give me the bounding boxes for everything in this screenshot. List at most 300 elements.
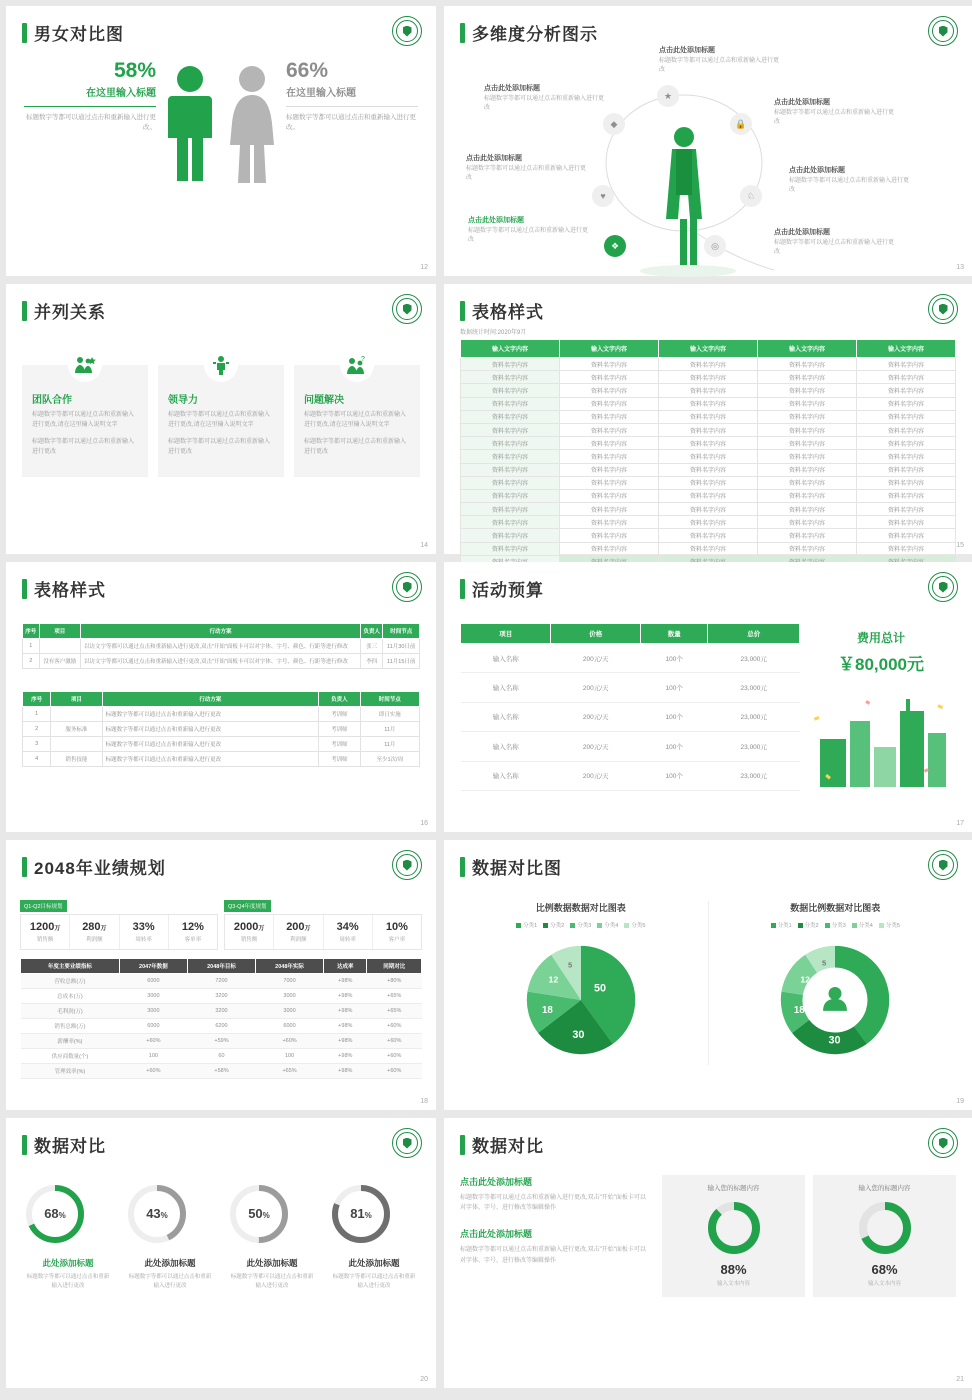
svg-text:50: 50: [850, 984, 863, 997]
text-block: [460, 1175, 650, 1213]
page-number: 12: [420, 264, 428, 271]
card-desc-2: 标题数字等都可以通过点击和重新输入进行更改: [32, 439, 135, 455]
svg-text:50%: 50%: [248, 1206, 270, 1221]
table-row: [23, 654, 420, 669]
card-item[interactable]: [22, 365, 148, 477]
table-cell: 资料名字内容: [560, 542, 659, 555]
kpi-value: 10%: [385, 921, 408, 933]
table-cell: +80%: [367, 974, 422, 989]
svg-text:12: 12: [548, 974, 558, 985]
table-row: [21, 1064, 422, 1079]
table-cell: 1: [23, 639, 40, 654]
table-cell: 资料名字内容: [461, 371, 560, 384]
table-cell: 资料名字内容: [758, 423, 857, 436]
table-body: [23, 707, 420, 767]
performance-table: [20, 958, 422, 1079]
table-cell: 资料名字内容: [461, 463, 560, 476]
table-cell: 资料名字内容: [560, 397, 659, 410]
table-cell: 23,000元: [708, 732, 800, 761]
ring-title: 此处添加标题: [144, 1258, 196, 1268]
text-blocks: [460, 1175, 650, 1297]
table-cell: +60%: [256, 1034, 324, 1049]
legend-swatch: [825, 923, 830, 928]
table-header-cell: 项目: [51, 692, 102, 707]
table-cell: 100: [256, 1049, 324, 1064]
table-cell: 至少1次/周: [360, 752, 419, 767]
title-accent-bar: [460, 23, 465, 43]
table-cell: 6000: [256, 1019, 324, 1034]
brand-logo: [928, 1128, 958, 1158]
table-cell: 资料名字内容: [461, 489, 560, 502]
table-cell: 资料名字内容: [659, 529, 758, 542]
figures: [162, 59, 280, 183]
table-cell: 资料名字内容: [659, 476, 758, 489]
diagram-label-1: [484, 83, 604, 113]
card-desc-1: 标题数字等都可以通过点击和重新输入进行更改,请在这里输入说明文字: [168, 412, 271, 428]
card-desc-2: 标题数字等都可以通过点击和重新输入进行更改: [168, 439, 271, 455]
card-title: 问题解决: [304, 395, 344, 406]
table-cell: 200元/天: [551, 644, 641, 673]
table-header-cell: 年度主要业绩指标: [21, 959, 120, 974]
ring-title: 此处添加标题: [42, 1258, 94, 1268]
brand-logo: [928, 850, 958, 880]
kpi-item: [274, 915, 323, 949]
table-row: [461, 371, 956, 384]
title-accent-bar: [460, 857, 465, 877]
svg-text:81%: 81%: [350, 1206, 372, 1221]
table-header-cell: 输入文字内容: [758, 340, 857, 358]
donut-caption: 输入文本内容: [716, 1281, 750, 1287]
label-title: 点击此处添加标题: [466, 155, 522, 162]
block-title: 点击此处添加标题: [460, 1229, 533, 1240]
card-item[interactable]: [158, 365, 284, 477]
node-circle-icon: ◎: [704, 235, 726, 257]
svg-text:50: 50: [593, 982, 606, 995]
table-cell: 输入名称: [461, 644, 551, 673]
male-desc: 标题数字等都可以通过点击和重新输入进行更改。: [26, 114, 156, 132]
legend-swatch: [516, 923, 521, 928]
divider: [286, 106, 418, 107]
total-label: 费用总计: [856, 631, 905, 645]
table-cell: 资料名字内容: [659, 437, 758, 450]
donut-list: [662, 1175, 956, 1297]
table-body: [23, 639, 420, 669]
male-subtitle: 在这里输入标题: [86, 88, 156, 99]
brand-logo: [392, 572, 422, 602]
table-row: [461, 463, 956, 476]
ring-item: [326, 1179, 422, 1291]
table-cell: 资料名字内容: [758, 450, 857, 463]
page-title: 数据对比: [472, 1137, 544, 1156]
slide-14-title: [6, 284, 436, 323]
table-cell: 3000: [256, 989, 324, 1004]
table-header-cell: 总价: [708, 624, 800, 644]
svg-text:30: 30: [572, 1028, 585, 1041]
donut-value: 88%: [720, 1262, 747, 1277]
total-block: [806, 623, 956, 791]
table-cell: 资料名字内容: [857, 437, 956, 450]
slide-14: [6, 284, 436, 554]
node-star-icon: ★: [657, 85, 679, 107]
table-cell: 销售技能: [51, 752, 102, 767]
legend-item: 分类1: [771, 921, 792, 929]
slide-16-title: [6, 562, 436, 601]
table-cell: +65%: [367, 1004, 422, 1019]
table-cell: 资料名字内容: [758, 410, 857, 423]
table-row: [23, 752, 420, 767]
table-header-cell: 2048年目标: [187, 959, 255, 974]
table-cell: 3200: [187, 1004, 255, 1019]
block-desc: 标题数字等都可以通过点击和重新输入进行更改,双击"开始"面板卡可以对字体、字号、进行修改等编辑操作: [460, 1247, 646, 1264]
kpi-value: 34%: [336, 921, 359, 933]
table-cell: 资料名字内容: [560, 450, 659, 463]
table-cell: +60%: [119, 1064, 187, 1079]
legend-swatch: [570, 923, 575, 928]
table-cell: +98%: [324, 1019, 367, 1034]
table-cell: 3: [23, 737, 51, 752]
kpi-value: 12%: [181, 921, 204, 933]
table-header-row: [23, 692, 420, 707]
page-number: 16: [420, 820, 428, 827]
table-cell: 资料名字内容: [758, 437, 857, 450]
legend-swatch: [879, 923, 884, 928]
label-title: 点击此处添加标题: [774, 229, 830, 236]
page-title: 男女对比图: [34, 25, 124, 44]
ring-desc: 标题数字等都可以通过点击和重新输入进行更改: [230, 1274, 314, 1289]
brand-logo: [392, 1128, 422, 1158]
shield-icon: [403, 582, 412, 593]
legend-item: 分类5: [879, 921, 900, 929]
table-cell: 输入名称: [461, 702, 551, 731]
budget-area: [444, 613, 972, 791]
table-row: [461, 673, 800, 702]
table-row: [21, 1019, 422, 1034]
action-table-2: [22, 691, 420, 767]
label-desc: 标题数字等都可以通过点击和重新输入进行更改: [789, 178, 910, 193]
charts-area: [444, 893, 972, 1065]
donut-caption: 输入文本内容: [867, 1281, 901, 1287]
ring-item: [224, 1179, 320, 1291]
table-header-cell: 负责人: [319, 692, 361, 707]
shield-icon: [403, 26, 412, 37]
table-cell: +98%: [324, 989, 367, 1004]
table-cell: 3000: [256, 1004, 324, 1019]
table-cell: 200元/天: [551, 732, 641, 761]
shield-icon: [403, 860, 412, 871]
table-cell: 资料名字内容: [461, 516, 560, 529]
table-row: [461, 516, 956, 529]
ring-chart: [20, 1179, 90, 1249]
table-cell: 11月15日前: [383, 654, 420, 669]
text-block: [460, 1227, 650, 1265]
svg-text:5: 5: [567, 960, 572, 970]
table-cell: +98%: [324, 1049, 367, 1064]
question-icon: [340, 348, 374, 382]
page-title: 表格样式: [472, 303, 544, 322]
title-accent-bar: [22, 857, 27, 877]
table-cell: 资料名字内容: [857, 410, 956, 423]
table-cell: +60%: [119, 1034, 187, 1049]
kpi-label: 利润额: [86, 937, 103, 943]
kpi-value: 33%: [132, 921, 155, 933]
chart-legend: [709, 921, 963, 929]
table-cell: 11月: [360, 722, 419, 737]
donut-item: [662, 1175, 805, 1297]
kpi-label: 销售额: [240, 937, 258, 943]
donut-chart: [855, 1198, 915, 1258]
ring-title: 此处添加标题: [246, 1258, 298, 1268]
table-header-cell: 时间节点: [360, 692, 419, 707]
table-row: [21, 1034, 422, 1049]
chart-legend: [454, 921, 708, 929]
legend-item: 分类2: [543, 921, 564, 929]
slide-19: [444, 840, 972, 1110]
table-cell: 资料名字内容: [857, 503, 956, 516]
kpi-group-1: [20, 895, 218, 950]
table-row: [23, 722, 420, 737]
kpi-group-2: [224, 895, 422, 950]
table-cell: 23,000元: [708, 702, 800, 731]
label-desc: 标题数字等都可以通过点击和重新输入进行更改: [484, 96, 605, 111]
table-row: [461, 542, 956, 555]
team-icon: [68, 348, 102, 382]
card-list: [6, 349, 436, 477]
table-cell: 资料名字内容: [560, 489, 659, 502]
title-accent-bar: [460, 301, 465, 321]
diagram-label-4: [774, 97, 894, 127]
donut-chart: [704, 1198, 764, 1258]
table-cell: 100个: [641, 761, 708, 790]
donut-title: 输入您的标题内容: [707, 1185, 760, 1192]
page-number: 14: [420, 542, 428, 549]
table-cell: 资料名字内容: [659, 450, 758, 463]
label-desc: 标题数字等都可以通过点击和重新输入进行更改: [466, 166, 587, 181]
table-header-cell: 输入文字内容: [659, 340, 758, 358]
table-cell: 资料名字内容: [758, 384, 857, 397]
table-cell: 100个: [641, 732, 708, 761]
table-cell: 销售总额(万): [21, 1019, 120, 1034]
table-cell: 100个: [641, 673, 708, 702]
table-cell: 7200: [187, 974, 255, 989]
kpi-item: [373, 915, 421, 949]
table-cell: 资料名字内容: [857, 358, 956, 371]
table-header-cell: 输入文字内容: [560, 340, 659, 358]
table-cell: 资料名字内容: [857, 463, 956, 476]
donut-title: 输入您的标题内容: [858, 1185, 911, 1192]
table-cell: 23,000元: [708, 673, 800, 702]
slide-13: [444, 6, 972, 276]
shield-icon: [939, 582, 948, 593]
table-header-cell: 数量: [641, 624, 708, 644]
city-illustration: [806, 681, 956, 791]
table-cell: 资料名字内容: [857, 516, 956, 529]
slide-17: [444, 562, 972, 832]
table-cell: +98%: [324, 974, 367, 989]
table-cell: 以访文字等都可以通过点击和重新输入进行更改,双击"开始"面板卡可以对字体、字号、颜色、行距等进行修改: [80, 639, 360, 654]
diagram-label-2: [466, 153, 586, 183]
donut-chart: [760, 935, 910, 1065]
table-row: [461, 761, 800, 790]
diagram-label-0: [659, 45, 779, 75]
card-item[interactable]: [294, 356, 420, 477]
svg-text:68%: 68%: [44, 1206, 66, 1221]
table-cell: 薪酬率(%): [21, 1034, 120, 1049]
female-desc: 标题数字等都可以通过点击和重新输入进行更改。: [286, 114, 416, 132]
title-accent-bar: [22, 301, 27, 321]
table-cell: 总成本(万): [21, 989, 120, 1004]
table-row: [461, 397, 956, 410]
node-heart-icon: ♥: [592, 185, 614, 207]
label-title: 点击此处添加标题: [468, 217, 524, 224]
slide-18: [6, 840, 436, 1110]
legend-swatch: [852, 923, 857, 928]
svg-text:43%: 43%: [146, 1206, 168, 1221]
kpi-value: 280万: [82, 921, 107, 933]
node-tag-icon[interactable]: ❖: [604, 235, 626, 257]
table-cell: 标题数字等都可以通过点击和重新输入进行更改: [102, 752, 319, 767]
legend-item: 分类4: [852, 921, 873, 929]
table-cell: 资料名字内容: [461, 437, 560, 450]
brand-logo: [392, 16, 422, 46]
page-title: 数据对比: [34, 1137, 106, 1156]
label-desc: 标题数字等都可以通过点击和重新输入进行更改: [468, 228, 589, 243]
table-cell: 100个: [641, 702, 708, 731]
table-header-cell: 项目: [39, 624, 80, 639]
pie-chart-block: [454, 901, 709, 1065]
table-body: [21, 974, 422, 1079]
table-cell: +98%: [324, 1004, 367, 1019]
ring-desc: 标题数字等都可以通过点击和重新输入进行更改: [26, 1274, 110, 1289]
table-cell: 资料名字内容: [758, 397, 857, 410]
table-cell: 资料名字内容: [560, 358, 659, 371]
table-header-row: [461, 340, 956, 358]
table-cell: 资料名字内容: [659, 489, 758, 502]
page-title: 2048年业绩规划: [34, 859, 166, 878]
table-row: [21, 989, 422, 1004]
male-stat-block: [24, 59, 156, 134]
table-cell: 资料名字内容: [857, 371, 956, 384]
shield-icon: [939, 26, 948, 37]
kpi-item: [21, 915, 70, 949]
table-cell: 输入名称: [461, 673, 551, 702]
table-cell: 资料名字内容: [461, 529, 560, 542]
card-desc-2: 标题数字等都可以通过点击和重新输入进行更改: [304, 439, 407, 455]
table-header-cell: 时间节点: [383, 624, 420, 639]
card-desc-1: 标题数字等都可以通过点击和重新输入进行更改,请在这里输入说明文字: [32, 412, 135, 428]
block-desc: 标题数字等都可以通过点击和重新输入进行更改,双击"开始"面板卡可以对字体、字号、进行修改等编辑操作: [460, 1195, 646, 1212]
donut-item: [813, 1175, 956, 1297]
brand-logo: [928, 16, 958, 46]
divider: [24, 106, 156, 107]
table-cell: 资料名字内容: [461, 423, 560, 436]
table-header-cell: 2047年数据: [119, 959, 187, 974]
donut-chart-block: [709, 901, 963, 1065]
page-number: 20: [420, 1376, 428, 1383]
kpi-tag: Q1-Q2目标规划: [20, 900, 67, 912]
table-cell: 4: [23, 752, 51, 767]
table-row: [461, 503, 956, 516]
table-body: [461, 358, 956, 569]
slide-21-title: [444, 1118, 972, 1157]
ring-title: 此处添加标题: [348, 1258, 400, 1268]
table-cell: 资料名字内容: [659, 503, 758, 516]
ring-chart: [224, 1179, 294, 1249]
table-cell: 资料名字内容: [857, 450, 956, 463]
male-percent: 58%: [113, 59, 156, 82]
table-cell: 6000: [119, 974, 187, 989]
table-cell: 标题数字等都可以通过点击和重新输入进行更改: [102, 707, 319, 722]
table-row: [461, 437, 956, 450]
table-cell: 张三: [361, 639, 383, 654]
card-title: 领导力: [168, 395, 198, 406]
table-cell: 即日实施: [360, 707, 419, 722]
legend-item: 分类1: [516, 921, 537, 929]
brand-logo: [928, 294, 958, 324]
brand-logo: [392, 850, 422, 880]
shield-icon: [939, 860, 948, 871]
page-title: 多维度分析图示: [472, 25, 598, 44]
label-desc: 标题数字等都可以通过点击和重新输入进行更改: [659, 58, 780, 73]
table-cell: +98%: [324, 1064, 367, 1079]
table-cell: 资料名字内容: [560, 423, 659, 436]
legend-item: 分类4: [597, 921, 618, 929]
table-cell: 资料名字内容: [461, 384, 560, 397]
legend-item: 分类3: [825, 921, 846, 929]
data-table: [460, 339, 956, 569]
table-cell: +60%: [367, 1034, 422, 1049]
table-row: [461, 476, 956, 489]
table-cell: 2: [23, 654, 40, 669]
page-number: 15: [956, 542, 964, 549]
kpi-label: 客单率: [184, 937, 202, 943]
table-row: [21, 1004, 422, 1019]
table-cell: 11月30日前: [383, 639, 420, 654]
female-stat-block: [286, 59, 418, 134]
table-cell: 资料名字内容: [659, 371, 758, 384]
legend-item: 分类3: [570, 921, 591, 929]
table-cell: 管理效率(%): [21, 1064, 120, 1079]
table-cell: 资料名字内容: [659, 358, 758, 371]
title-accent-bar: [460, 579, 465, 599]
table-cell: [51, 707, 102, 722]
title-accent-bar: [22, 1135, 27, 1155]
table-cell: 3000: [119, 1004, 187, 1019]
table-cell: 资料名字内容: [758, 476, 857, 489]
page-title: 活动预算: [472, 581, 544, 600]
ring-desc: 标题数字等都可以通过点击和重新输入进行更改: [128, 1274, 212, 1289]
male-figure-icon: [162, 63, 218, 183]
diagram-label-6: [774, 227, 894, 257]
slide-15: [444, 284, 972, 554]
chart-title: 数据比例数据对比图表: [790, 903, 881, 913]
ring-chart: [122, 1179, 192, 1249]
table-header-cell: 价格: [551, 624, 641, 644]
table-cell: 服务标准: [51, 722, 102, 737]
kpi-label: 客户率: [388, 937, 406, 943]
kpi-item: [169, 915, 217, 949]
table-row: [461, 384, 956, 397]
ring-item: [20, 1179, 116, 1291]
slide-19-title: [444, 840, 972, 879]
kpi-label: 销售额: [36, 937, 54, 943]
diagram-area: [444, 45, 972, 277]
table-body: [461, 644, 800, 791]
table-row: [21, 974, 422, 989]
shield-icon: [403, 304, 412, 315]
table-cell: 输入名称: [461, 732, 551, 761]
table-cell: 李四: [361, 654, 383, 669]
table-cell: +98%: [324, 1034, 367, 1049]
